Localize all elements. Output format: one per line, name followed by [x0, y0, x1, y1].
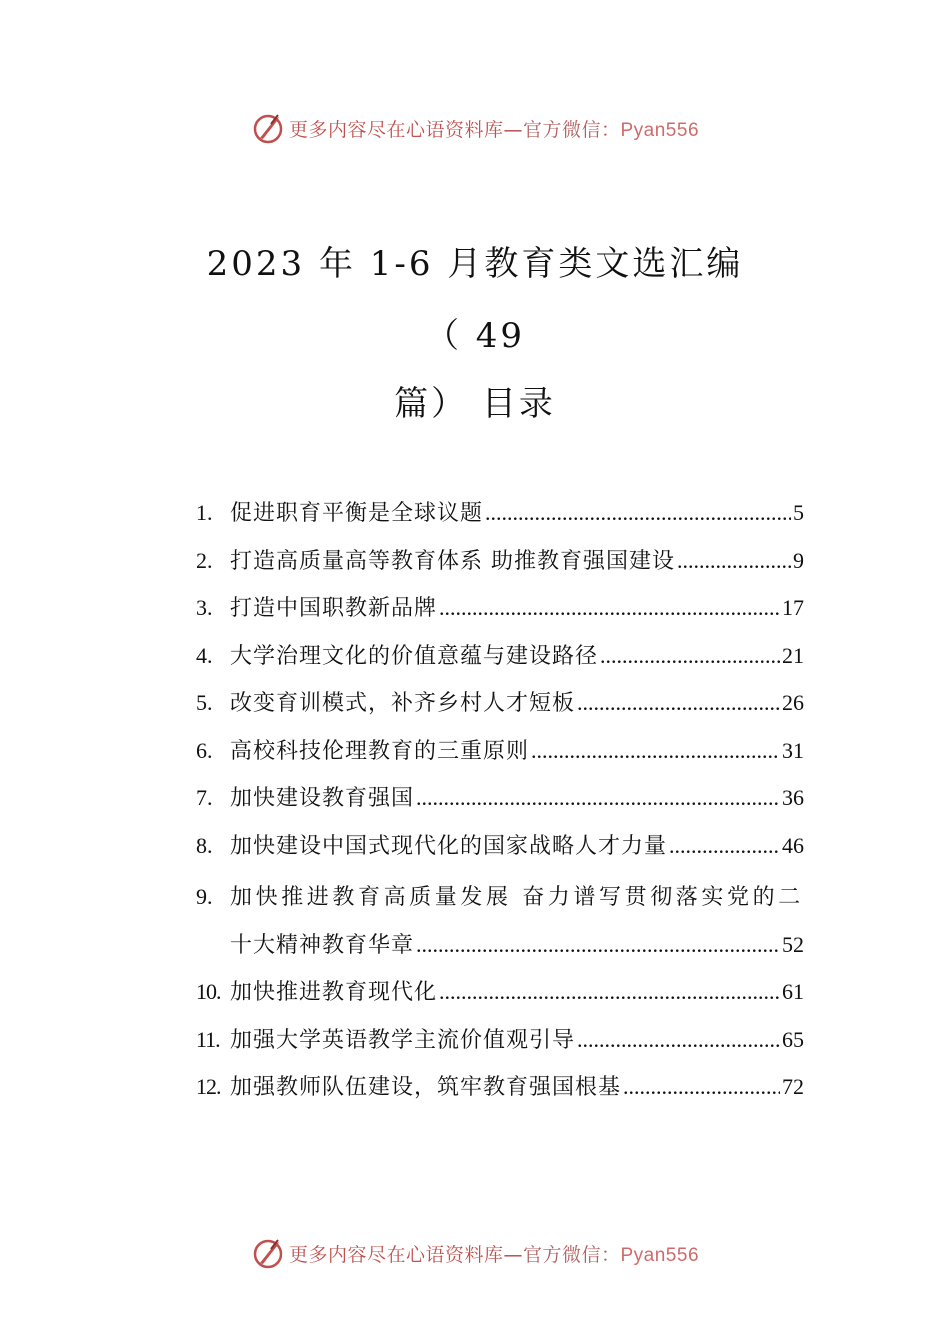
toc-entry-page: 26	[782, 690, 804, 715]
toc-entry-page: 61	[782, 979, 804, 1004]
toc-entry-number: 1.	[196, 500, 213, 525]
toc-entry-page: 5	[793, 500, 804, 525]
toc-entry-title: 加强教师队伍建设，筑牢教育强国根基	[230, 1075, 622, 1100]
toc-entry-7[interactable]	[196, 775, 804, 823]
toc-entry-12[interactable]	[196, 1064, 804, 1112]
toc-leader-dots	[416, 775, 780, 822]
toc-entry-number: 4.	[196, 642, 213, 668]
document-title-line-3: 篇） 目录	[394, 384, 556, 424]
toc-entry-title: 打造中国职教新品牌	[230, 596, 438, 621]
footer-watermark	[0, 1231, 950, 1275]
toc-entry-page: 72	[782, 1074, 804, 1099]
toc-entry-title-line-2: 十大精神教育华章	[230, 932, 415, 958]
toc-entry-title: 大学治理文化的价值意蕴与建设路径	[230, 643, 599, 669]
toc-leader-dots	[600, 633, 780, 680]
toc-entry-6[interactable]	[196, 728, 804, 776]
toc-entry-title: 加快建设中国式现代化的国家战略人才力量	[230, 833, 668, 859]
toc-entry-8[interactable]	[196, 823, 804, 871]
toc-leader-dots	[531, 728, 780, 775]
toc-entry-number: 6.	[196, 737, 213, 763]
watermark-wechat-label: 官方微信：	[522, 1243, 621, 1266]
toc-entry-number: 3.	[196, 595, 213, 620]
toc-leader-dots	[439, 969, 780, 1016]
toc-entry-title: 加强大学英语教学主流价值观引导	[230, 1027, 576, 1053]
toc-entry-number: 7.	[196, 785, 213, 810]
toc-entry-title: 打造高质量高等教育体系 助推教育强国建设	[230, 548, 675, 574]
toc-leader-dots	[485, 490, 791, 537]
toc-entry-title: 高校科技伦理教育的三重原则	[230, 738, 530, 764]
toc-leader-dots	[577, 1017, 780, 1064]
toc-entry-title: 加快推进教育现代化	[230, 980, 438, 1005]
toc-entry-title: 加快建设教育强国	[230, 786, 415, 811]
quill-pen-logo-icon	[251, 111, 285, 145]
toc-leader-dots	[577, 680, 780, 727]
toc-entry-5[interactable]	[196, 680, 804, 728]
document-title-line-1: 2023 年 1-6 月教育类文选汇编	[206, 244, 744, 284]
watermark-wechat-label: 官方微信：	[522, 118, 621, 141]
toc-entry-number: 5.	[196, 690, 213, 715]
toc-entry-4[interactable]	[196, 633, 804, 681]
header-watermark	[0, 106, 950, 150]
watermark-main-text: 更多内容尽在心语资料库	[288, 118, 504, 141]
toc-entry-page: 17	[782, 595, 804, 620]
toc-entry-10[interactable]	[196, 969, 804, 1017]
toc-entry-number: 2.	[196, 547, 213, 573]
toc-leader-dots	[416, 922, 780, 969]
toc-entry-number: 11.	[196, 1026, 220, 1052]
toc-entry-number: 9.	[196, 884, 213, 909]
document-title-line-2: （ 49	[424, 316, 526, 356]
watermark-dash: —	[503, 1243, 523, 1266]
toc-entry-2[interactable]	[196, 538, 804, 586]
toc-leader-dots	[669, 823, 780, 870]
toc-entry-9[interactable]	[196, 874, 804, 969]
toc-entry-3[interactable]	[196, 585, 804, 633]
watermark-account: Pyan556	[620, 1244, 700, 1266]
toc-entry-number: 10.	[196, 979, 221, 1004]
watermark-text	[289, 115, 699, 142]
toc-leader-dots	[677, 538, 791, 585]
toc-entry-page: 65	[782, 1026, 804, 1052]
toc-entry-title: 改变育训模式，补齐乡村人才短板	[230, 691, 576, 716]
toc-entry-page: 9	[793, 547, 804, 573]
toc-leader-dots	[623, 1064, 780, 1111]
toc-entry-page: 52	[782, 931, 804, 957]
table-of-contents	[196, 490, 804, 1112]
watermark-account: Pyan556	[620, 119, 700, 141]
watermark-dash: —	[503, 118, 523, 141]
toc-entry-title: 促进职育平衡是全球议题	[230, 501, 484, 526]
toc-entry-11[interactable]	[196, 1017, 804, 1065]
toc-entry-page: 46	[782, 832, 804, 858]
watermark-text	[289, 1240, 699, 1267]
toc-entry-number: 12.	[196, 1074, 221, 1099]
toc-entry-page: 36	[782, 785, 804, 810]
toc-leader-dots	[439, 585, 780, 632]
quill-pen-logo-icon	[251, 1236, 285, 1270]
toc-entry-1[interactable]	[196, 490, 804, 538]
toc-entry-title-line-1: 加快推进教育高质量发展 奋力谱写贯彻落实党的二	[230, 885, 804, 910]
watermark-main-text: 更多内容尽在心语资料库	[288, 1243, 504, 1266]
toc-entry-page: 31	[782, 737, 804, 763]
toc-entry-number: 8.	[196, 832, 213, 858]
toc-entry-page: 21	[782, 642, 804, 668]
